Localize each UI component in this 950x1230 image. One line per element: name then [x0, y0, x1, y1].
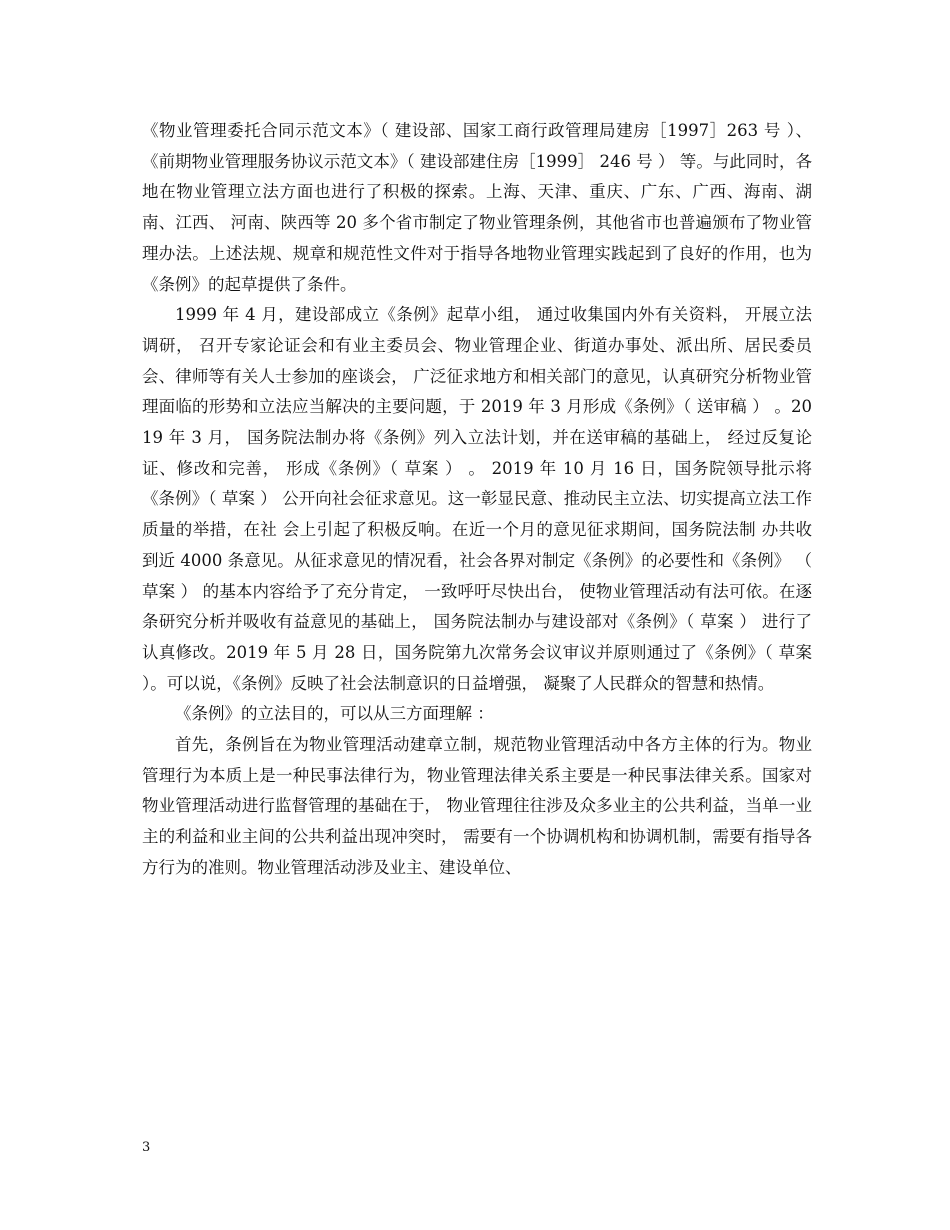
- paragraph-1: 《物业管理委托合同示范文本》（ 建设部、国家工商行政管理局建房［1997］263 号 ）、《前期物业管理服务协议示范文本》（ 建设部建住房［1999］ 246 号 ） 等。与此同时，各地在物业管理立法方面也进行了积极的探索。上海、天津、重庆、广东、广西、海南、湖南、江西、 河南、陕西等 20 多个省市制定了物业管理条例，其他省市也普遍颁布了物业管理办法。上述法规、规章和规范性文件对于指导各地物业管理实践起到了良好的作用，也为《条例》的起草提供了条件。: [142, 121, 812, 294]
- page-number: 3: [142, 1140, 151, 1155]
- paragraph-2: 1999 年 4 月，建设部成立《条例》起草小组， 通过收集国内外有关资料， 开展立法调研， 召开专家论证会和有业主委员会、物业管理企业、街道办事处、派出所、居民委员会、律师等有关人士参加的座谈会， 广泛征求地方和相关部门的意见，认真研究分析物业管理面临的形势和立法应当解决的主要问题，于 2019 年 3 月形成《条例》（ 送审稿 ） 。2019 年 3 月， 国务院法制办将《条例》列入立法计划，并在送审稿的基础上， 经过反复论证、修改和完善， 形成《条例》（ 草案 ） 。 2019 年 10 月 16 日，国务院领导批示将《条例》（ 草案 ） 公开向社会征求意见。这一彰显民意、推动民主立法、切实提高立法工作质量的举措，在社 会上引起了积极反响。在近一个月的意见征求期间，国务院法制 办共收到近 4000 条意见。从征求意见的情况看，社会各界对制定《条例》的必要性和《条例》 （ 草案 ） 的基本内容给予了充分肯定， 一致呼吁尽快出台， 使物业管理活动有法可依。在逐条研究分析并吸收有益意见的基础上， 国务院法制办与建设部对《条例》（ 草案 ） 进行了认真修改。2019 年 5 月 28 日，国务院第九次常务会议审议并原则通过了《条例》（ 草案 ）。可以说，《条例》反映了社会法制意识的日益增强， 凝聚了人民群众的智慧和热情。: [142, 305, 812, 693]
- document-body: [142, 116, 812, 884]
- paragraph-3: 《条例》的立法目的，可以从三方面理解 ：: [175, 704, 494, 724]
- paragraph-4: 首先，条例旨在为物业管理活动建章立制，规范物业管理活动中各方主体的行为。物业管理行为本质上是一种民事法律行为，物业管理法律关系主要是一种民事法律关系。国家对物业管理活动进行监督管理的基础在于， 物业管理往往涉及众多业主的公共利益，当单一业主的利益和业主间的公共利益出现冲突时， 需要有一个协调机构和协调机制，需要有指导各方行为的准则。物业管理活动涉及业主、建设单位、: [142, 735, 812, 877]
